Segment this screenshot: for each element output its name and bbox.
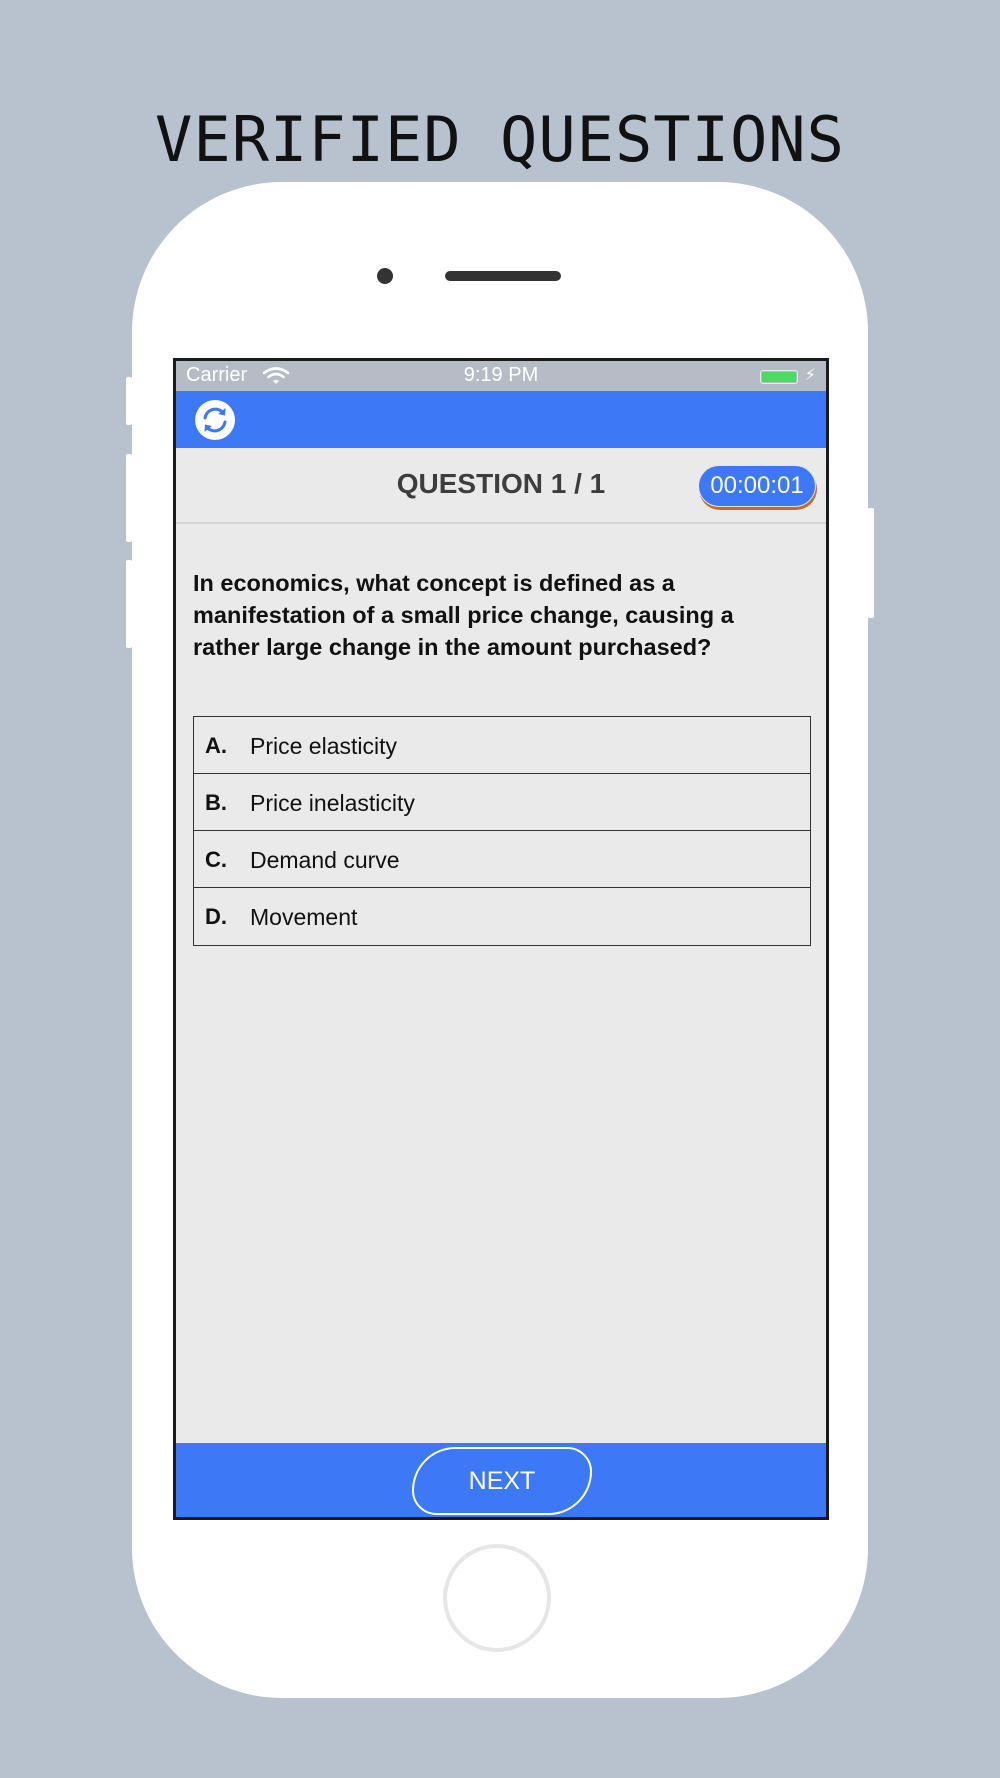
next-button[interactable]: NEXT bbox=[412, 1447, 592, 1515]
answer-letter: A. bbox=[205, 733, 227, 758]
phone-frame bbox=[132, 182, 868, 1698]
bottom-bar bbox=[176, 1443, 826, 1517]
question-header bbox=[176, 448, 826, 524]
answer-list bbox=[193, 716, 811, 946]
promo-title: VERIFIED QUESTIONS bbox=[155, 103, 845, 176]
earpiece-speaker bbox=[445, 271, 561, 281]
answer-option-d[interactable] bbox=[194, 888, 810, 945]
timer-badge: 00:00:01 bbox=[698, 465, 816, 507]
answer-option-a[interactable] bbox=[194, 717, 810, 774]
question-text: In economics, what concept is defined as a manifestation of a small price change, causing a rather large change in the amount purchased? bbox=[193, 570, 734, 660]
answer-text: Movement bbox=[250, 904, 358, 930]
volume-down-button bbox=[126, 560, 132, 648]
home-button[interactable] bbox=[443, 1544, 551, 1652]
answer-letter: C. bbox=[205, 847, 227, 872]
status-time: 9:19 PM bbox=[463, 364, 539, 386]
front-camera bbox=[377, 268, 393, 284]
answer-text: Price elasticity bbox=[250, 733, 397, 759]
carrier-label: Carrier bbox=[186, 364, 248, 386]
refresh-icon[interactable] bbox=[194, 399, 236, 441]
app-screen bbox=[173, 358, 829, 1520]
mute-switch bbox=[126, 377, 132, 425]
answer-letter: B. bbox=[205, 790, 227, 815]
volume-up-button bbox=[126, 454, 132, 542]
power-button bbox=[868, 508, 874, 618]
answer-text: Demand curve bbox=[250, 847, 400, 873]
question-counter: QUESTION 1 / 1 bbox=[396, 468, 606, 499]
answer-letter: D. bbox=[205, 904, 227, 929]
answer-text: Price inelasticity bbox=[250, 790, 415, 816]
answer-option-c[interactable] bbox=[194, 831, 810, 888]
charging-icon: ⚡ bbox=[804, 367, 816, 384]
battery-icon bbox=[760, 370, 798, 384]
battery-level bbox=[762, 372, 796, 382]
answer-option-b[interactable] bbox=[194, 774, 810, 831]
nav-bar bbox=[176, 391, 826, 448]
status-bar bbox=[176, 361, 826, 391]
